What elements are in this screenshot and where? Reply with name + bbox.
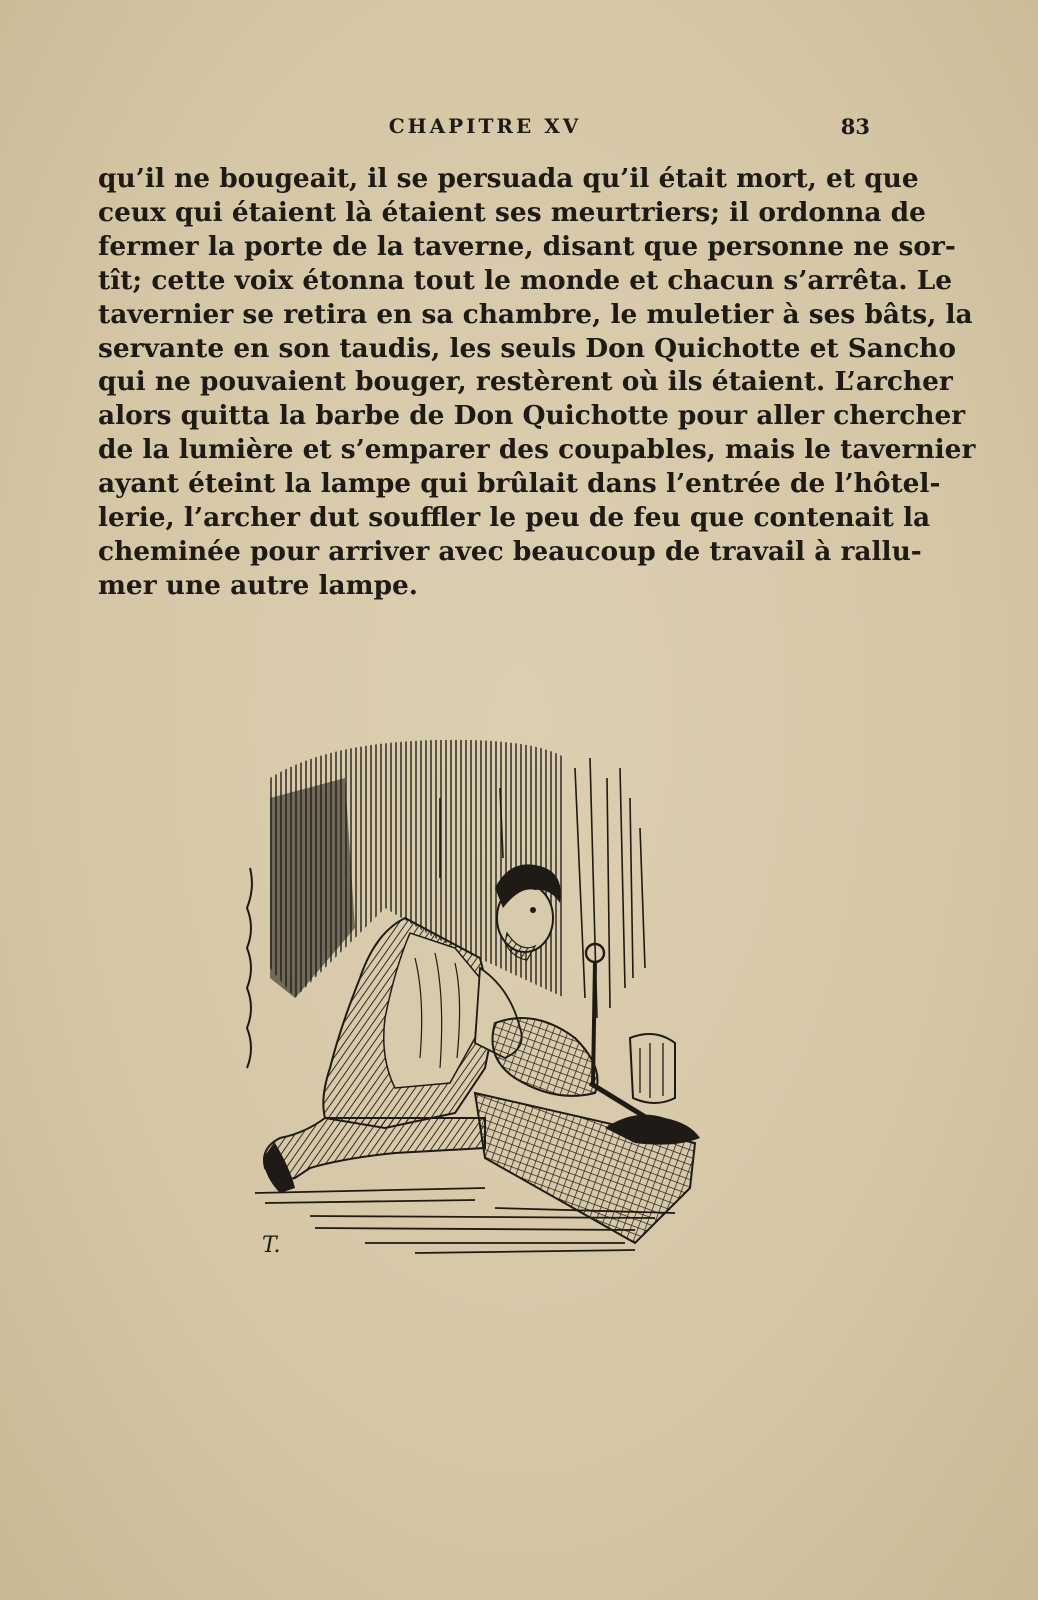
text-line: qui ne pouvaient bouger, restèrent où ils étaient. L’archer	[98, 366, 953, 398]
text-line: lerie, l’archer dut souffler le peu de feu que contenait la	[98, 502, 931, 534]
text-line: tît; cette voix étonna tout le monde et chacun s’arrêta. Le	[98, 264, 953, 296]
text-line: de la lumière et s’emparer des coupables, mais le tavernier	[98, 434, 976, 466]
text-line: servante en son taudis, les seuls Don Quichotte et Sancho	[98, 332, 956, 364]
text-line: fermer la porte de la taverne, disant que personne ne sor-	[98, 230, 956, 262]
text-line: ceux qui étaient là étaient ses meurtriers; il ordonna de	[98, 196, 926, 228]
engraving-illustration	[235, 738, 725, 1273]
body-text	[98, 162, 976, 603]
text-line: qu’il ne bougeait, il se persuada qu’il était mort, et que	[98, 163, 919, 194]
artist-signature: T.	[262, 1233, 281, 1258]
engraving-man-kneeling-blowing-fire-with-bellows-icon	[235, 738, 725, 1273]
text-line: tavernier se retira en sa chambre, le muletier à ses bâts, la	[98, 298, 973, 330]
text-line: cheminée pour arriver avec beaucoup de travail à rallu-	[98, 535, 922, 567]
text-line: ayant éteint la lampe qui brûlait dans l’entrée de l’hôtel-	[98, 468, 941, 500]
chapter-title: CHAPITRE XV	[388, 114, 582, 138]
running-head	[100, 114, 870, 148]
text-line: mer une autre lampe.	[98, 569, 418, 601]
text-line: alors quitta la barbe de Don Quichotte pour aller chercher	[98, 400, 966, 432]
page-number: 83	[840, 114, 870, 139]
